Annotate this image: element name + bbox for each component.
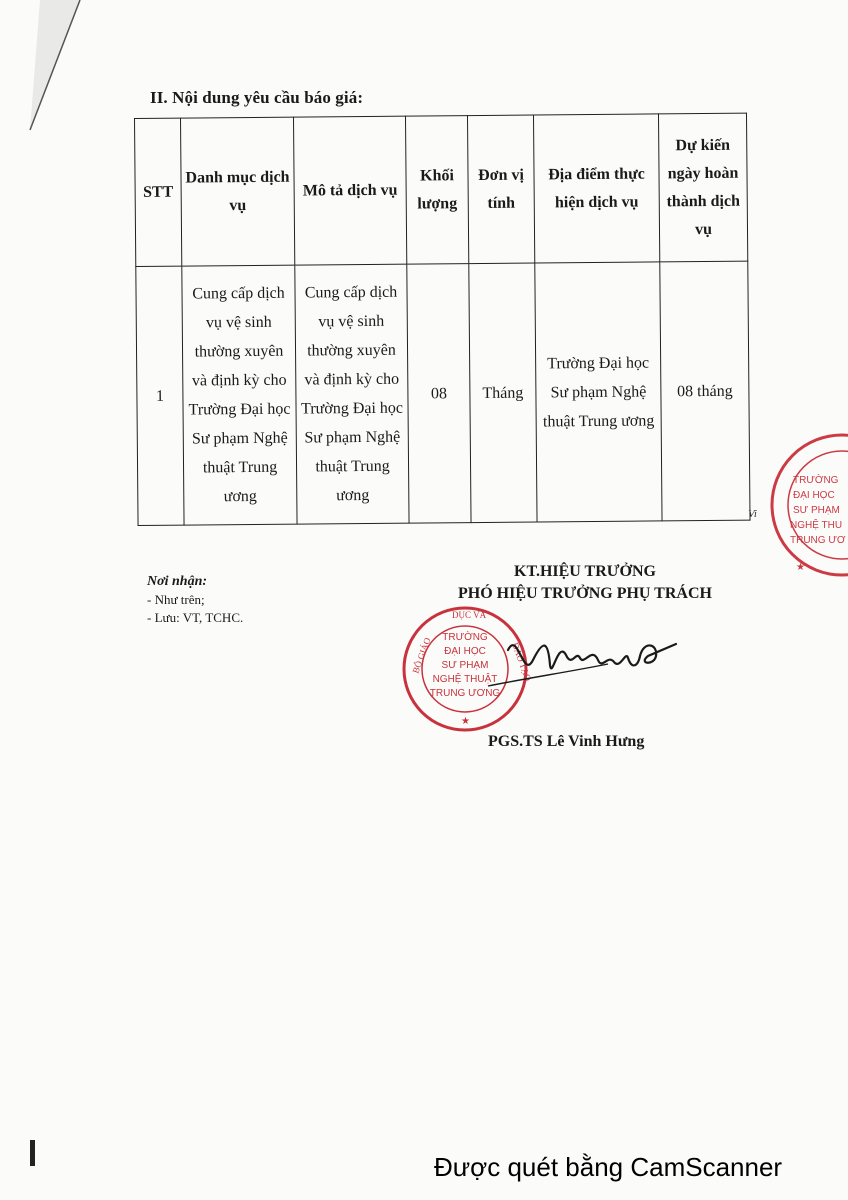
header-unit: Đơn vị tính bbox=[467, 115, 534, 264]
signature-title-line1: KT.HIỆU TRƯỞNG bbox=[514, 563, 656, 580]
svg-text:ĐẠI HỌC: ĐẠI HỌC bbox=[444, 646, 486, 657]
margin-initials: Vi bbox=[748, 508, 757, 520]
cell-stt: 1 bbox=[136, 266, 184, 525]
svg-text:SƯ PHẠM: SƯ PHẠM bbox=[441, 660, 489, 671]
recipient-item: - Lưu: VT, TCHC. bbox=[147, 610, 244, 625]
signature-title-line2: PHÓ HIỆU TRƯỞNG PHỤ TRÁCH bbox=[458, 585, 712, 602]
svg-text:TRƯỜNG: TRƯỜNG bbox=[793, 475, 839, 486]
svg-text:NGHỆ THU: NGHỆ THU bbox=[790, 520, 843, 531]
header-quantity: Khối lượng bbox=[405, 116, 468, 265]
recipients-label: Nơi nhận: bbox=[147, 574, 208, 589]
svg-text:ĐẠI HỌC: ĐẠI HỌC bbox=[793, 490, 835, 501]
cell-quantity: 08 bbox=[407, 264, 471, 524]
cell-description: Cung cấp dịch vụ vệ sinh thường xuyên và định kỳ cho Trường Đại học Sư phạm Nghệ thuật Trung ương bbox=[295, 264, 409, 524]
cell-location: Trường Đại học Sư phạm Nghệ thuật Trung ương bbox=[535, 262, 662, 522]
scanner-watermark: Được quét bằng CamScanner bbox=[434, 1152, 783, 1182]
cell-category: Cung cấp dịch vụ vệ sinh thường xuyên và định kỳ cho Trường Đại học Sư phạm Nghệ thuật Trung ương bbox=[182, 265, 297, 525]
svg-text:BỘ GIÁO: BỘ GIÁO bbox=[410, 636, 433, 675]
svg-text:NGHỆ THUẬT: NGHỆ THUẬT bbox=[432, 674, 498, 685]
svg-text:ĐÀO TẠO: ĐÀO TẠO bbox=[510, 641, 534, 683]
signer-name: PGS.TS Lê Vinh Hưng bbox=[488, 733, 645, 750]
footer-edge-mark bbox=[30, 1140, 35, 1166]
svg-text:★: ★ bbox=[796, 562, 805, 573]
cell-unit: Tháng bbox=[469, 263, 537, 523]
side-stamp-image bbox=[760, 430, 848, 580]
cell-completion: 08 tháng bbox=[660, 261, 750, 521]
recipients-block bbox=[147, 573, 243, 627]
quote-request-table bbox=[134, 113, 751, 526]
svg-text:TRUNG ƯƠNG: TRUNG ƯƠNG bbox=[429, 688, 501, 699]
header-location: Địa điểm thực hiện dịch vụ bbox=[533, 114, 659, 263]
svg-text:TRUNG ƯƠ: TRUNG ƯƠ bbox=[790, 535, 846, 546]
svg-text:★: ★ bbox=[461, 716, 470, 727]
page-fold-mark bbox=[0, 0, 90, 140]
svg-text:DỤC VÀ: DỤC VÀ bbox=[452, 610, 487, 620]
svg-text:SƯ PHẠM: SƯ PHẠM bbox=[793, 505, 840, 516]
handwritten-signature bbox=[488, 620, 678, 690]
svg-text:TRƯỜNG: TRƯỜNG bbox=[442, 632, 488, 643]
table-row bbox=[136, 261, 750, 525]
section-title: II. Nội dung yêu cầu báo giá: bbox=[150, 88, 364, 107]
header-category: Danh mục dịch vụ bbox=[181, 117, 295, 266]
recipient-item: - Như trên; bbox=[147, 592, 205, 607]
header-description: Mô tả dịch vụ bbox=[293, 116, 406, 265]
header-stt: STT bbox=[135, 118, 182, 266]
table-header-row bbox=[135, 113, 748, 266]
header-completion: Dự kiến ngày hoàn thành dịch vụ bbox=[658, 113, 747, 262]
